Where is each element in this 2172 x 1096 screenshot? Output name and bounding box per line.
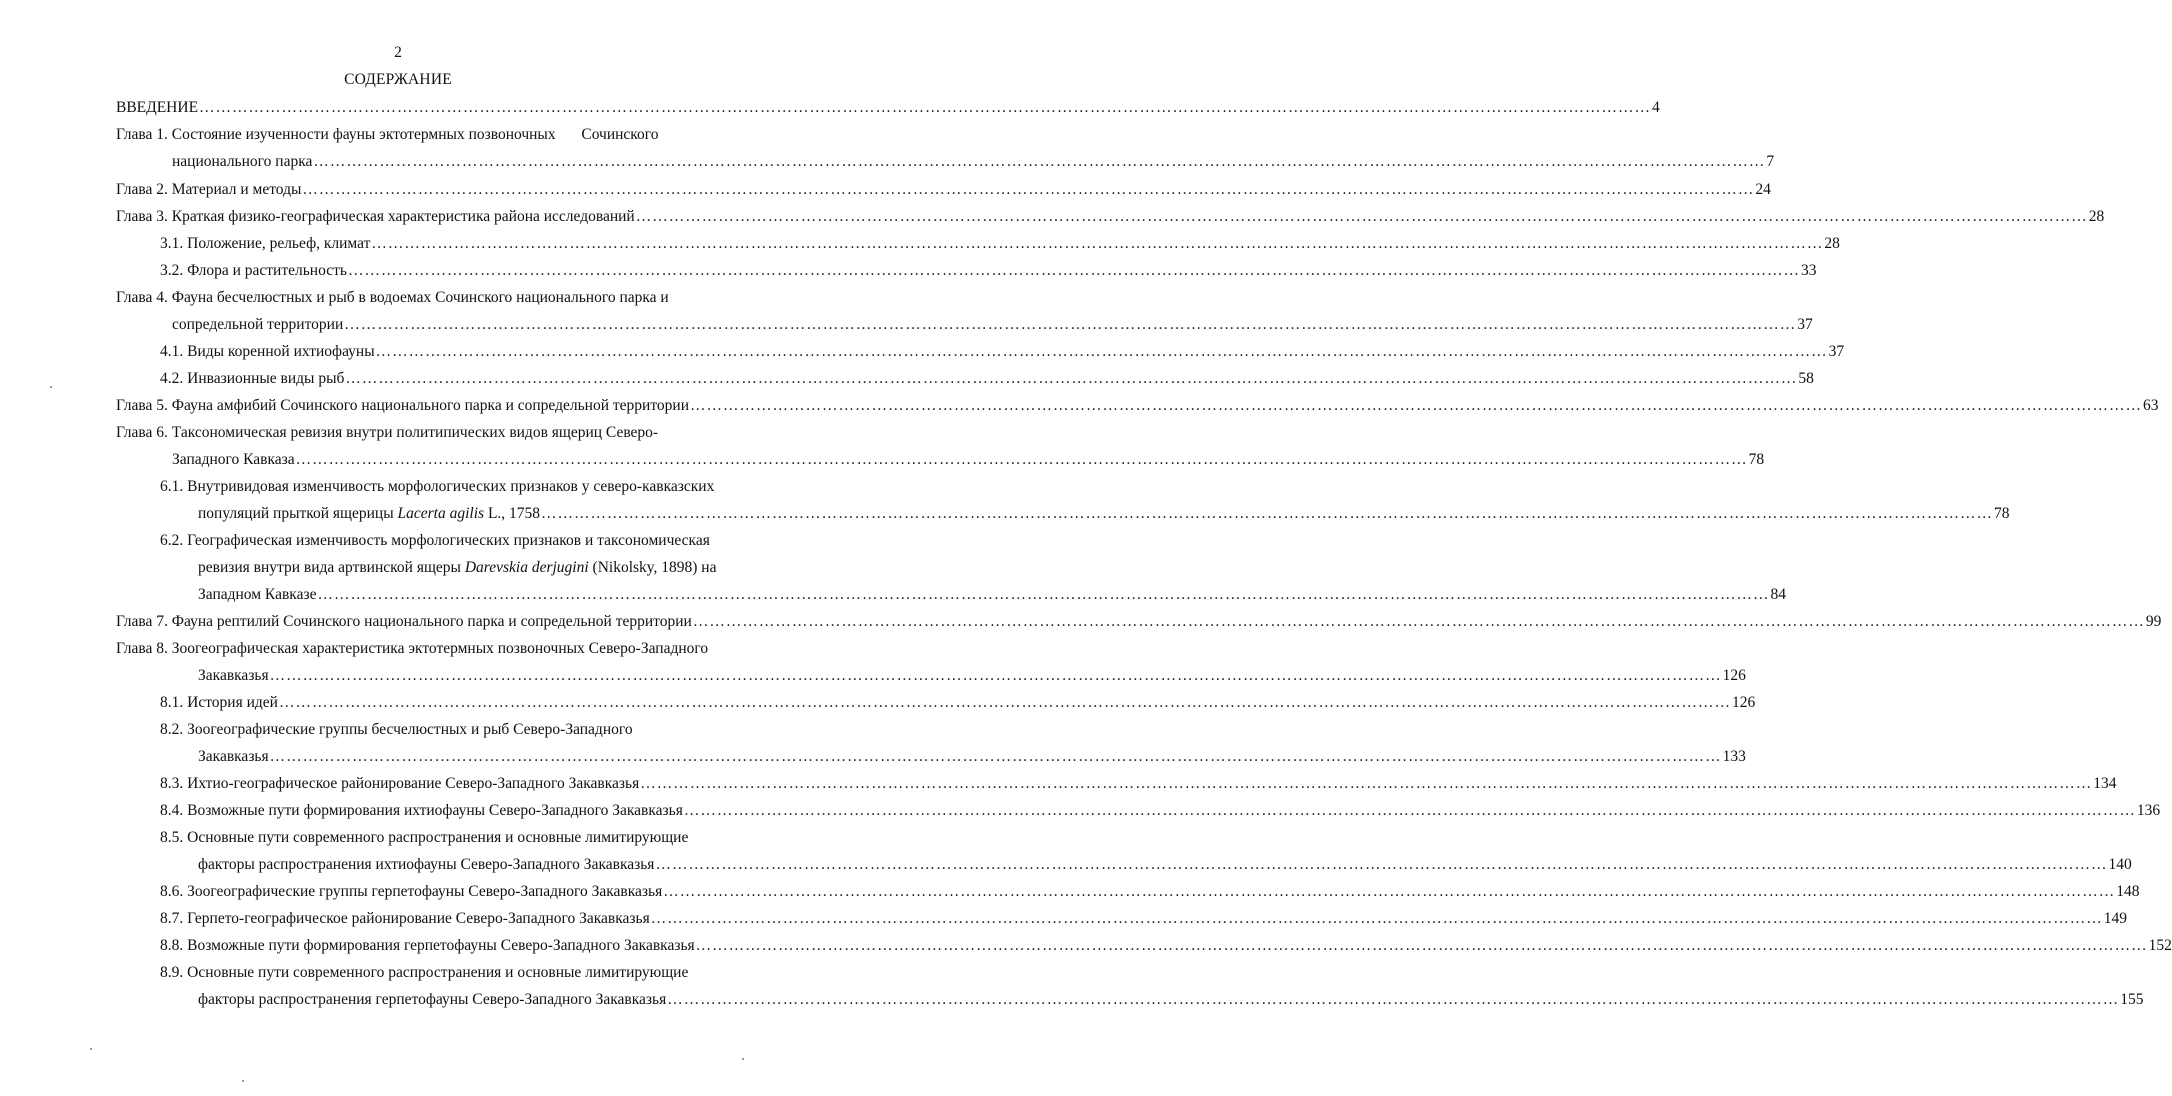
toc-entry-6-2-title[interactable] [160,531,710,551]
scan-speck [90,1048,92,1050]
toc-entry-title: факторы распространения ихтиофауны Северо-Западного Закавказья [198,856,655,873]
leader-dots: ………………………………………………………………………………………………………………………………………………………………………………………………………………………………………… [695,937,2148,954]
toc-entry-title-cont: Сочинского [581,126,659,143]
toc-page-number: 133 [1722,748,1746,765]
toc-entry-title: ревизия внутри вида артвинской ящеры [198,559,465,576]
toc-entry-ch2[interactable] [116,180,1771,200]
page-number: 2 [394,44,402,61]
toc-page-number: 99 [2145,613,2162,630]
leader-dots: ………………………………………………………………………………………………………………………………………………………………………………………………………………………………………… [692,613,2145,630]
leader-dots: ………………………………………………………………………………………………………………………………………………………………………………………………………………………………………… [302,181,1755,198]
leader-dots: ………………………………………………………………………………………………………………………………………………………………………………………………………………………………………… [541,505,1994,522]
toc-entry-title: 8.9. Основные пути современного распространения и основные лимитирующие [160,964,689,981]
toc-entry-ch8[interactable] [198,666,1746,686]
toc-page-number: 4 [1652,99,1660,116]
toc-entry-title: Закавказья [198,667,269,684]
toc-entry-6-1[interactable] [198,504,2010,524]
toc-page-number: 63 [2143,397,2159,414]
toc-entry-title: 4.1. Виды коренной ихтиофауны [160,343,375,360]
toc-entry-8-2[interactable] [198,747,1746,767]
toc-entry-title: 6.1. Внутривидовая изменчивость морфологических признаков у северо-кавказских [160,478,715,495]
toc-entry-title: 8.5. Основные пути современного распространения и основные лимитирующие [160,829,689,846]
toc-entry-ch4-title[interactable] [116,288,669,308]
leader-dots: ………………………………………………………………………………………………………………………………………………………………………………………………………………………………………… [371,235,1824,252]
scan-speck [742,1058,744,1060]
leader-dots: ………………………………………………………………………………………………………………………………………………………………………………………………………………………………………… [663,883,2116,900]
leader-dots: ………………………………………………………………………………………………………………………………………………………………………………………………………………………………………… [347,262,1800,279]
leader-dots: ………………………………………………………………………………………………………………………………………………………………………………………………………………………………………… [344,316,1797,333]
toc-entry-title: Глава 5. Фауна амфибий Сочинского национального парка и сопредельной территории [116,397,689,414]
toc-entry-8-1[interactable] [160,693,1756,713]
toc-entry-4-1[interactable] [160,342,1845,362]
toc-entry-title: Глава 3. Краткая физико-географическая характеристика района исследований [116,208,635,225]
toc-entry-8-4[interactable] [160,801,2161,821]
toc-entry-4-2[interactable] [160,369,1814,389]
toc-entry-title: Закавказья [198,748,269,765]
toc-entry-ch5[interactable] [116,396,2159,416]
toc-entry-ch6[interactable] [172,450,1765,470]
toc-entry-8-6[interactable] [160,882,2140,902]
toc-entry-ch6-title[interactable] [116,423,658,443]
toc-page-number: 148 [2116,883,2140,900]
toc-entry-title: 6.2. Географическая изменчивость морфологических признаков и таксономическая [160,532,710,549]
leader-dots: ………………………………………………………………………………………………………………………………………………………………………………………………………………………………………… [278,694,1731,711]
toc-page-number: 37 [1828,343,1845,360]
toc-page-number: 28 [1824,235,1840,252]
toc-entry-title: 8.3. Ихтио-географическое районирование Северо-Западного Закавказья [160,775,640,792]
toc-entry-title: 8.1. История идей [160,694,278,711]
toc-page-number: 84 [1770,586,1786,603]
toc-entry-ch1-title[interactable] [116,125,659,145]
leader-dots: ………………………………………………………………………………………………………………………………………………………………………………………………………………………………………… [650,910,2103,927]
toc-entry-6-1-title[interactable] [160,477,714,497]
toc-entry-ch4[interactable] [172,315,1813,335]
leader-dots: ………………………………………………………………………………………………………………………………………………………………………………………………………………………………………… [375,343,1828,360]
leader-dots: ………………………………………………………………………………………………………………………………………………………………………………………………………………………………………… [683,802,2136,819]
toc-page-number: 7 [1766,153,1775,170]
leader-dots: ………………………………………………………………………………………………………………………………………………………………………………………………………………………………………… [690,397,2142,414]
leader-dots: ………………………………………………………………………………………………………………………………………………………………………………………………………………………………………… [640,775,2093,792]
toc-entry-title: Западного Кавказа [172,451,295,468]
leader-dots: ………………………………………………………………………………………………………………………………………………………………………………………………………………………………………… [345,370,1798,387]
toc-entry-8-5-title[interactable] [160,828,688,848]
toc-entry-ch8-title[interactable] [116,639,708,659]
toc-entry-title: 8.6. Зоогеографические группы герпетофауны Северо-Западного Закавказья [160,883,663,900]
toc-entry-title: Глава 2. Материал и методы [116,181,302,198]
toc-entry-title: национального парка [172,153,313,170]
toc-entry-title: ВВЕДЕНИЕ [116,99,199,116]
toc-page-number: 58 [1798,370,1814,387]
toc-page-number: 78 [1994,505,2010,522]
toc-page-number: 33 [1800,262,1817,279]
toc-entry-title: 8.8. Возможные пути формирования герпетофауны Северо-Западного Закавказья [160,937,695,954]
toc-entry-title: Западном Кавказе [198,586,317,603]
leader-dots: ………………………………………………………………………………………………………………………………………………………………………………………………………………………………………… [199,99,1652,116]
scan-speck [242,1080,244,1082]
toc-entry-title: Глава 6. Таксономическая ревизия внутри политипических видов ящериц Северо- [116,424,659,441]
toc-page-number: 37 [1797,316,1813,333]
toc-entry-6-2-title-cont[interactable] [198,558,717,578]
scan-speck [50,386,52,388]
toc-entry-title: 8.4. Возможные пути формирования ихтиофауны Северо-Западного Закавказья [160,802,683,819]
toc-page-number: 134 [2093,775,2117,792]
toc-entry-title: Глава 4. Фауна бесчелюстных и рыб в водоемах Сочинского национального парка и [116,289,669,306]
leader-dots: ………………………………………………………………………………………………………………………………………………………………………………………………………………………………………… [635,208,2088,225]
leader-dots: ………………………………………………………………………………………………………………………………………………………………………………………………………………………………………… [295,451,1748,468]
toc-entry-3-1[interactable] [160,234,1840,254]
toc-entry-6-2[interactable] [198,585,1786,605]
toc-entry-title: 8.2. Зоогеографические группы бесчелюстных и рыб Северо-Западного [160,721,633,738]
toc-entry-8-2-title[interactable] [160,720,633,740]
toc-entry-title: сопредельной территории [172,316,344,333]
toc-entry-ch3[interactable] [116,207,2105,227]
toc-entry-8-3[interactable] [160,774,2117,794]
species-name: Darevskia derjugini [464,559,589,576]
toc-entry-title: факторы распространения герпетофауны Северо-Западного Закавказья [198,991,667,1008]
toc-entry-title: 3.2. Флора и растительность [160,262,347,279]
toc-entry-8-7[interactable] [160,909,2127,929]
toc-page-number: 136 [2136,802,2161,819]
page-title: СОДЕРЖАНИЕ [344,71,452,88]
toc-entry-intro[interactable] [116,98,1660,118]
toc-entry-3-2[interactable] [160,261,1817,281]
toc-entry-title: популяций прыткой ящерицы Lacerta agilis L., 1758 [198,505,541,522]
toc-entry-title: 4.2. Инвазионные виды рыб [160,370,345,387]
toc-page-number: 24 [1755,181,1771,198]
leader-dots: ………………………………………………………………………………………………………………………………………………………………………………………………………………………………………… [313,153,1766,170]
toc-entry-8-8[interactable] [160,936,2172,956]
toc-page-number: 140 [2108,856,2132,873]
toc-entry-8-9-title[interactable] [160,963,688,983]
toc-page-number: 149 [2103,910,2127,927]
toc-page-number: 126 [1731,694,1756,711]
leader-dots: ………………………………………………………………………………………………………………………………………………………………………………………………………………………………………… [655,856,2108,873]
toc-entry-title: Глава 8. Зоогеографическая характеристика эктотермных позвоночных Северо-Западного [116,640,709,657]
toc-entry-ch7[interactable] [116,612,2162,632]
leader-dots: ………………………………………………………………………………………………………………………………………………………………………………………………………………………………………… [269,667,1722,684]
leader-dots: ………………………………………………………………………………………………………………………………………………………………………………………………………………………………………… [667,991,2120,1008]
toc-entry-ch1[interactable] [172,152,1775,172]
toc-entry-title: 8.7. Герпето-географическое районирование Северо-Западного Закавказья [160,910,650,927]
leader-dots: ………………………………………………………………………………………………………………………………………………………………………………………………………………………………………… [317,586,1770,603]
toc-entry-8-9[interactable] [198,990,2144,1010]
toc-entry-title-cont: (Nikolsky, 1898) на [588,559,717,576]
toc-entry-title: 3.1. Положение, рельеф, климат [160,235,371,252]
toc-entry-title: Глава 7. Фауна рептилий Сочинского национального парка и сопредельной территории [116,613,692,630]
toc-page-number: 28 [2088,208,2105,225]
species-name: Lacerta agilis [397,505,485,522]
toc-entry-8-5[interactable] [198,855,2132,875]
toc-page-number: 152 [2148,937,2172,954]
toc-page-number: 126 [1722,667,1746,684]
leader-dots: ………………………………………………………………………………………………………………………………………………………………………………………………………………………………………… [269,748,1722,765]
toc-entry-title: Глава 1. Состояние изученности фауны эктотермных позвоночных [116,126,556,143]
toc-page-number: 78 [1748,451,1765,468]
toc-page-number: 155 [2120,991,2144,1008]
